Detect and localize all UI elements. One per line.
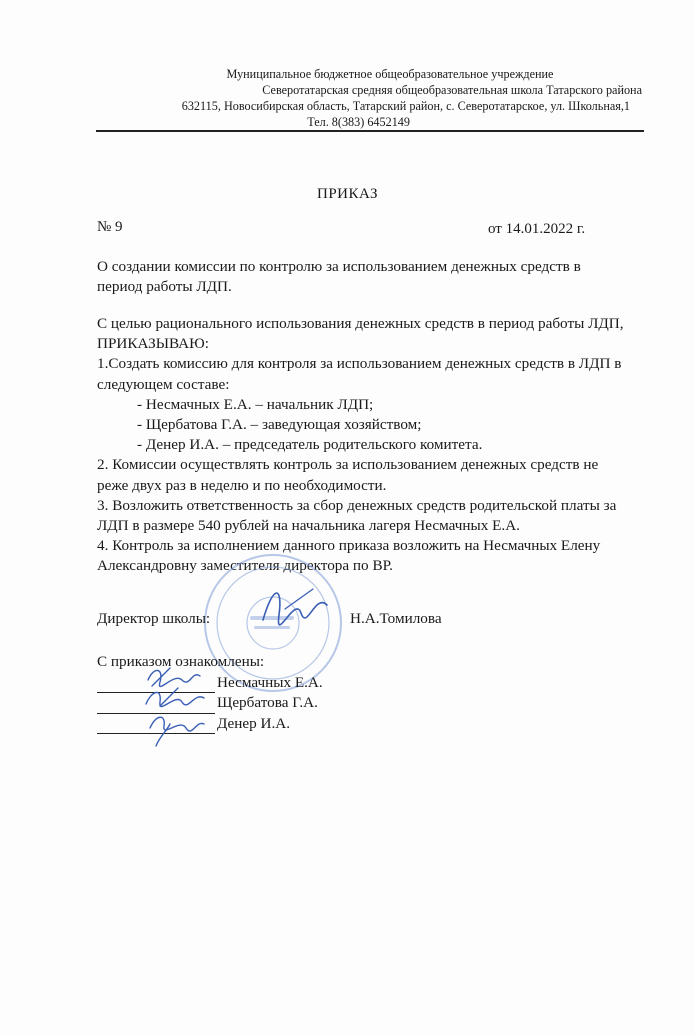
purpose-paragraph: С целью рационального использования денежных средств в период работы ЛДП,: [97, 315, 624, 332]
member-3: - Денер И.А. – председатель родительского комитета.: [137, 436, 483, 454]
header-school-name: Северотатарская средняя общеобразовательная школа Татарского района: [262, 83, 642, 97]
header-divider: [96, 130, 644, 132]
item-2: 2. Комиссии осуществлять контроль за использованием денежных средств не реже двух раз в неделю и по необходимости.: [97, 456, 599, 494]
acknowledgement-name: Несмачных Е.А.: [217, 673, 323, 691]
director-label: Директор школы:: [97, 610, 211, 627]
header-phone: Тел. 8(383) 6452149: [307, 115, 410, 129]
item-4: 4. Контроль за исполнением данного приказа возложить на Несмачных Елену Александровну заместителя директора по ВР.: [97, 537, 601, 575]
member-1: - Несмачных Е.А. – начальник ЛДП;: [137, 395, 374, 413]
header-institution-name: Муниципальное бюджетное общеобразовательное учреждение: [226, 67, 554, 81]
order-body: [97, 314, 632, 577]
document-title: ПРИКАЗ: [317, 186, 378, 202]
acknowledgement-heading: С приказом ознакомлены:: [97, 653, 265, 670]
order-word: ПРИКАЗЫВАЮ:: [97, 335, 209, 353]
acknowledgement-name: Щербатова Г.А.: [217, 694, 318, 711]
director-name: Н.А.Томилова: [350, 610, 442, 627]
header-address: 632115, Новосибирская область, Татарский район, с. Северотатарское, ул. Школьная,1: [181, 99, 630, 113]
director-signature-icon: [255, 575, 335, 635]
item-1: 1.Создать комиссию для контроля за использованием денежных средств в ЛДП в следующем составе:: [97, 355, 622, 393]
item-3: 3. Возложить ответственность за сбор денежных средств родительской платы за ЛДП в размере 540 рублей на начальника лагеря Несмачных Е.А.: [97, 496, 617, 535]
acknowledgement-signatures-icon: [130, 662, 220, 752]
order-subject: О создании комиссии по контролю за использованием денежных средств в период работы ЛДП.: [97, 258, 581, 296]
acknowledgement-name: Денер И.А.: [217, 714, 291, 732]
member-2: - Щербатова Г.А. – заведующая хозяйством;: [137, 416, 422, 434]
order-number: № 9: [97, 219, 123, 235]
institution-header: [120, 66, 660, 130]
order-date: от 14.01.2022 г.: [488, 221, 586, 237]
